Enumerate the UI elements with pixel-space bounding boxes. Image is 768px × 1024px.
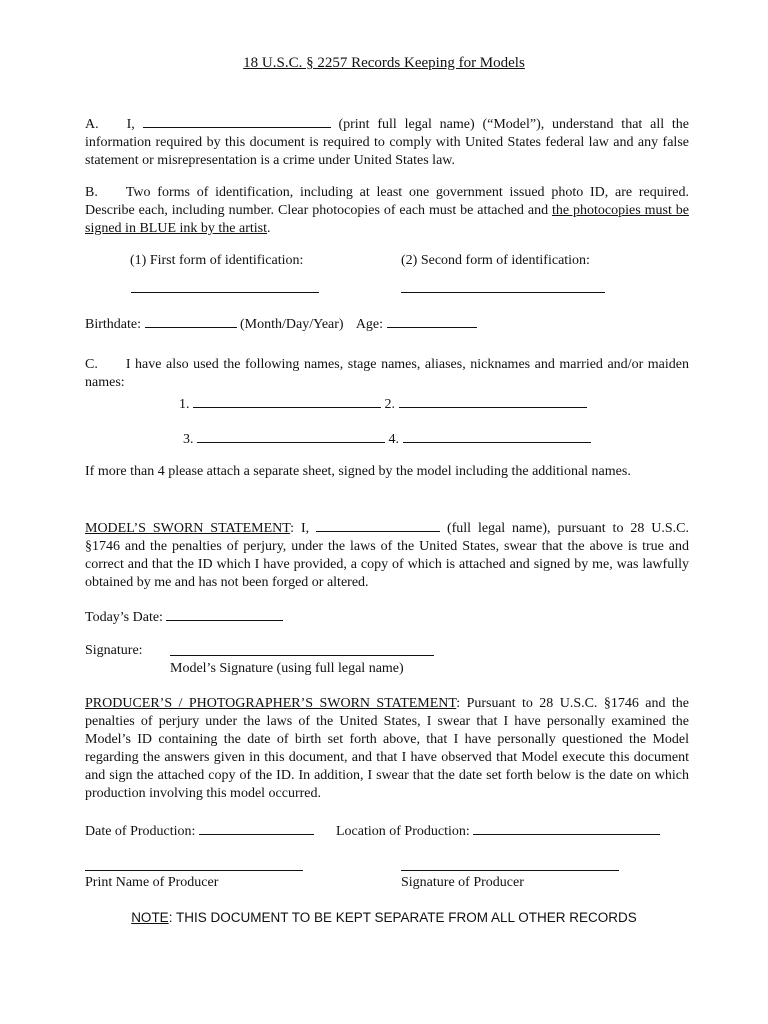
- id-1-label: (1) First form of identification:: [130, 253, 304, 268]
- model-statement-heading: MODEL’S SWORN STATEMENT: [85, 521, 291, 536]
- section-b-underlined: the photocopies must be signed in BLUE ink by the artist: [85, 203, 689, 236]
- alias-row-2: [183, 428, 591, 449]
- section-a-prefix: I,: [126, 117, 135, 132]
- section-b-end: .: [266, 221, 271, 236]
- producer-print-name-field[interactable]: [85, 870, 303, 871]
- alias-3-field[interactable]: [197, 428, 385, 443]
- producer-signature-caption: Signature of Producer: [401, 875, 524, 890]
- id-1-field[interactable]: [131, 292, 319, 293]
- model-statement-text-rest: §1746 and the penalties of perjury, under the laws of the United States, swear that the above is true and correct and that the ID which I have provided, a copy of which is attached and signed by me, was lawfully obtained by me and has not been forged or altered.: [85, 539, 689, 590]
- todays-date-label: Today’s Date:: [85, 610, 163, 625]
- alias-3-number: 3.: [183, 432, 194, 447]
- alias-row-1: [179, 393, 587, 414]
- alias-1-number: 1.: [179, 397, 190, 412]
- model-signature-field[interactable]: [170, 655, 434, 656]
- id-2-field[interactable]: [401, 292, 605, 293]
- section-c-marker: C.: [85, 357, 98, 372]
- production-location-label: Location of Production:: [336, 824, 470, 839]
- aliases-note: If more than 4 please attach a separate sheet, signed by the model including the additional names.: [85, 464, 631, 479]
- section-b: [85, 184, 689, 238]
- birthdate-format: (Month/Day/Year): [240, 317, 344, 332]
- alias-2-number: 2.: [384, 397, 395, 412]
- birthdate-field[interactable]: [145, 313, 237, 328]
- document-title: 18 U.S.C. § 2257 Records Keeping for Models: [243, 55, 525, 71]
- section-c-text: I have also used the following names, stage names, aliases, nicknames and married and/or maiden names:: [85, 357, 689, 390]
- age-label: Age:: [355, 317, 384, 332]
- id-2-label: (2) Second form of identification:: [401, 253, 590, 268]
- section-a-marker: A.: [85, 117, 99, 132]
- footer-note-label: NOTE: [131, 910, 169, 925]
- todays-date-row: [85, 606, 283, 627]
- producer-print-name-caption: Print Name of Producer: [85, 875, 219, 890]
- section-b-text: Two forms of identification, including at least one government issued photo ID, are required. Describe each, including number. Clear photocopies of each must be attached and: [85, 185, 689, 218]
- age-field[interactable]: [387, 313, 477, 328]
- model-sworn-statement: [85, 517, 689, 592]
- section-a: [85, 113, 689, 170]
- producer-sworn-statement: [85, 695, 689, 803]
- production-date-label: Date of Production:: [85, 824, 196, 839]
- production-date-row: [85, 820, 314, 841]
- model-statement-text-1: (full legal name), pursuant to 28 U.S.C.: [446, 521, 689, 536]
- model-statement-name-field[interactable]: [316, 517, 440, 532]
- alias-4-field[interactable]: [403, 428, 591, 443]
- model-legal-name-field[interactable]: [143, 113, 331, 128]
- producer-signature-field[interactable]: [401, 870, 619, 871]
- model-statement-prefix: : I,: [290, 521, 310, 536]
- producer-statement-heading: PRODUCER’S / PHOTOGRAPHER’S SWORN STATEMENT: [85, 696, 457, 711]
- section-a-text-rest: information required by this document is required to comply with United States federal law and any false statement or misrepresentation is a crime under United States law.: [85, 135, 689, 168]
- production-location-field[interactable]: [473, 820, 660, 835]
- alias-1-field[interactable]: [193, 393, 381, 408]
- signature-caption: Model’s Signature (using full legal name): [170, 661, 404, 676]
- signature-label: Signature:: [85, 643, 143, 658]
- section-c: [85, 356, 689, 392]
- alias-4-number: 4.: [388, 432, 399, 447]
- production-date-field[interactable]: [199, 820, 314, 835]
- producer-statement-text: : Pursuant to 28 U.S.C. §1746 and the penalties of perjury under the laws of the United States, I swear that I have personally examined the Model’s ID containing the date of birth set forth above, that I have personally questioned the Model regarding the answers given in this document, and that I have observed that Model execute this document and sign the attached copy of the ID. In addition, I swear that the date set forth below is the date on which production involving this model occurred.: [85, 696, 689, 801]
- section-a-text-1: (print full legal name) (“Model”), understand that all the: [338, 117, 690, 132]
- production-location-row: [336, 820, 660, 841]
- todays-date-field[interactable]: [166, 606, 283, 621]
- alias-2-field[interactable]: [399, 393, 587, 408]
- footer-note: [0, 909, 768, 927]
- birthdate-label: Birthdate:: [85, 317, 141, 332]
- footer-note-text: : THIS DOCUMENT TO BE KEPT SEPARATE FROM ALL OTHER RECORDS: [168, 910, 637, 925]
- birthdate-row: [85, 313, 477, 334]
- section-b-marker: B.: [85, 185, 98, 200]
